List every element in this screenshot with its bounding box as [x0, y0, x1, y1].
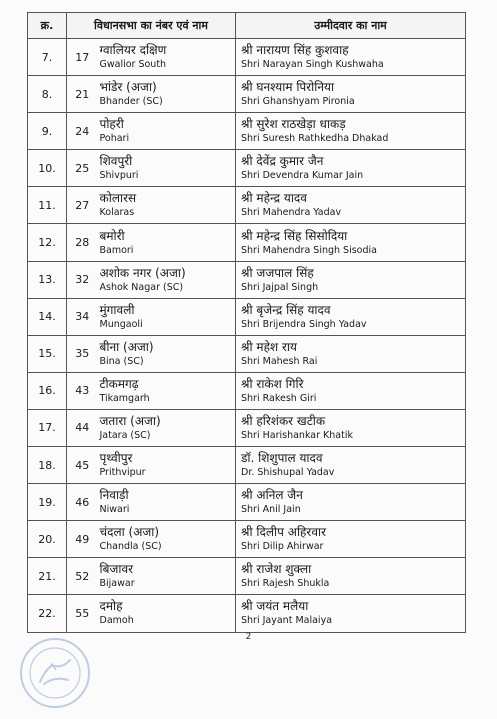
constituency-number-cell: 25 — [67, 150, 98, 187]
serial-cell: 14. — [28, 298, 67, 335]
table-row — [28, 187, 466, 224]
table-row — [28, 150, 466, 187]
candidate-name-english: Shri Ghanshyam Pironia — [241, 96, 355, 108]
constituency-name-english: Jatara (SC) — [99, 429, 151, 441]
candidate-name-cell — [236, 409, 466, 446]
table-row — [28, 595, 466, 632]
constituency-number-cell: 34 — [67, 298, 98, 335]
candidate-name-cell — [236, 113, 466, 150]
candidate-name-cell — [236, 224, 466, 261]
table-row — [28, 447, 466, 484]
constituency-name-cell — [98, 595, 236, 632]
candidate-name-english: Shri Mahesh Rai — [241, 355, 318, 367]
constituency-name-english: Shivpuri — [99, 170, 139, 182]
serial-cell: 7. — [28, 39, 67, 76]
table-row — [28, 113, 466, 150]
constituency-name-cell — [98, 187, 236, 224]
candidate-name-hindi: श्री दिलीप अहिरवार — [241, 525, 327, 540]
constituency-name-english: Prithvipur — [99, 467, 146, 479]
candidate-name-english: Shri Jayant Malaiya — [241, 615, 333, 627]
constituency-name-cell — [98, 447, 236, 484]
constituency-name-english: Gwalior South — [99, 59, 167, 71]
candidate-name-english: Shri Devendra Kumar Jain — [241, 170, 364, 182]
constituency-number-cell: 43 — [67, 372, 98, 409]
constituency-name-hindi: निवाड़ी — [99, 488, 129, 503]
constituency-name-cell — [98, 224, 236, 261]
constituency-name-english: Bamori — [99, 244, 134, 256]
constituency-name-hindi: भांडेर (अजा) — [99, 80, 157, 95]
constituency-name-cell — [98, 39, 236, 76]
table-row — [28, 409, 466, 446]
candidate-name-cell — [236, 372, 466, 409]
candidate-name-english: Shri Dilip Ahirwar — [241, 541, 324, 553]
constituency-number-cell: 46 — [67, 484, 98, 521]
table-row — [28, 224, 466, 261]
constituency-name-hindi: मुंगावली — [99, 302, 135, 317]
constituency-number-cell: 45 — [67, 447, 98, 484]
constituency-name-cell — [98, 335, 236, 372]
serial-cell: 15. — [28, 335, 67, 372]
candidate-name-english: Shri Rakesh Giri — [241, 392, 317, 404]
candidate-name-hindi: श्री राजेश शुक्ला — [241, 562, 312, 577]
candidate-name-cell — [236, 558, 466, 595]
candidate-name-hindi: श्री महेन्द्र यादव — [241, 191, 307, 206]
constituency-name-english: Kolaras — [99, 207, 135, 219]
constituency-name-cell — [98, 298, 236, 335]
candidate-name-cell — [236, 447, 466, 484]
serial-cell: 20. — [28, 521, 67, 558]
candidate-name-english: Shri Mahendra Singh Sisodia — [241, 244, 377, 256]
constituency-number-cell: 28 — [67, 224, 98, 261]
candidate-name-hindi: श्री बृजेन्द्र सिंह यादव — [241, 302, 331, 317]
constituency-name-hindi: बमोरी — [99, 228, 125, 243]
candidate-name-hindi: श्री घनश्याम पिरोनिया — [241, 80, 335, 95]
constituency-name-hindi: शिवपुरी — [99, 154, 133, 169]
table-row — [28, 558, 466, 595]
constituency-number-cell: 32 — [67, 261, 98, 298]
candidate-name-cell — [236, 76, 466, 113]
constituency-name-hindi: पोहरी — [99, 117, 124, 132]
constituency-name-cell — [98, 76, 236, 113]
constituency-number-cell: 35 — [67, 335, 98, 372]
serial-cell: 17. — [28, 409, 67, 446]
serial-cell: 8. — [28, 76, 67, 113]
candidate-name-cell — [236, 150, 466, 187]
constituency-number-cell: 21 — [67, 76, 98, 113]
constituency-name-english: Chandla (SC) — [99, 541, 162, 553]
constituency-name-hindi: जतारा (अजा) — [99, 413, 161, 428]
constituency-name-cell — [98, 372, 236, 409]
serial-cell: 18. — [28, 447, 67, 484]
constituency-name-hindi: दमोह — [99, 599, 123, 614]
table-row — [28, 76, 466, 113]
constituency-name-english: Niwari — [99, 504, 130, 516]
serial-cell: 16. — [28, 372, 67, 409]
candidate-name-cell — [236, 261, 466, 298]
table-row — [28, 484, 466, 521]
constituency-number-cell: 27 — [67, 187, 98, 224]
constituency-name-hindi: पृथ्वीपुर — [99, 451, 133, 466]
constituency-name-cell — [98, 558, 236, 595]
constituency-name-english: Bhander (SC) — [99, 96, 163, 108]
party-office-seal-icon — [18, 636, 92, 710]
page-number: 2 — [245, 632, 252, 642]
candidate-name-cell — [236, 484, 466, 521]
candidate-name-cell — [236, 521, 466, 558]
serial-cell: 12. — [28, 224, 67, 261]
constituency-name-hindi: बिजावर — [99, 562, 134, 577]
constituency-name-cell — [98, 261, 236, 298]
table-row — [28, 298, 466, 335]
constituency-number-cell: 49 — [67, 521, 98, 558]
constituency-number-cell: 17 — [67, 39, 98, 76]
candidate-name-english: Shri Jajpal Singh — [241, 281, 319, 293]
table-body — [28, 39, 466, 633]
constituency-number-cell: 44 — [67, 409, 98, 446]
candidate-name-cell — [236, 335, 466, 372]
constituency-name-cell — [98, 484, 236, 521]
constituency-name-cell — [98, 409, 236, 446]
constituency-number-cell: 52 — [67, 558, 98, 595]
candidate-name-hindi: श्री देवेंद्र कुमार जैन — [241, 154, 324, 169]
header-serial: क्र. — [28, 13, 67, 39]
serial-cell: 13. — [28, 261, 67, 298]
constituency-name-english: Bijawar — [99, 578, 135, 590]
candidate-name-english: Shri Anil Jain — [241, 504, 301, 516]
candidate-name-english: Shri Suresh Rathkedha Dhakad — [241, 133, 389, 145]
constituency-name-english: Mungaoli — [99, 318, 143, 330]
candidate-name-hindi: श्री राकेश गिरि — [241, 376, 304, 391]
constituency-name-hindi: टीकमगढ़ — [99, 376, 139, 391]
table-header-row — [28, 13, 466, 39]
constituency-name-english: Damoh — [99, 615, 134, 627]
constituency-name-hindi: बीना (अजा) — [99, 339, 154, 354]
candidate-name-hindi: श्री महेश राय — [241, 339, 297, 354]
table-row — [28, 521, 466, 558]
table-row — [28, 335, 466, 372]
candidate-name-hindi: डॉ. शिशुपाल यादव — [241, 451, 323, 466]
candidate-name-hindi: श्री अनिल जैन — [241, 488, 303, 503]
candidate-name-hindi: श्री जयंत मलैया — [241, 599, 309, 614]
header-constituency: विधानसभा का नंबर एवं नाम — [67, 13, 236, 39]
candidate-name-english: Shri Narayan Singh Kushwaha — [241, 59, 384, 71]
constituency-name-cell — [98, 150, 236, 187]
table-row — [28, 39, 466, 76]
candidate-table — [27, 12, 466, 633]
constituency-name-hindi: चंदला (अजा) — [99, 525, 160, 540]
candidate-name-english: Shri Rajesh Shukla — [241, 578, 330, 590]
serial-cell: 11. — [28, 187, 67, 224]
constituency-name-english: Tikamgarh — [99, 392, 150, 404]
table-row — [28, 372, 466, 409]
candidate-name-english: Shri Harishankar Khatik — [241, 429, 353, 441]
table-row — [28, 261, 466, 298]
constituency-name-english: Bina (SC) — [99, 355, 144, 367]
constituency-name-english: Pohari — [99, 133, 130, 145]
serial-cell: 10. — [28, 150, 67, 187]
constituency-name-cell — [98, 521, 236, 558]
candidate-name-hindi: श्री सुरेश राठखेड़ा धाकड़ — [241, 117, 346, 132]
candidate-name-hindi: श्री महेन्द्र सिंह सिसोदिया — [241, 228, 348, 243]
constituency-name-hindi: कोलारस — [99, 191, 137, 206]
constituency-number-cell: 55 — [67, 595, 98, 632]
candidate-name-cell — [236, 298, 466, 335]
constituency-name-cell — [98, 113, 236, 150]
constituency-name-hindi: ग्वालियर दक्षिण — [99, 43, 167, 58]
candidate-name-cell — [236, 39, 466, 76]
candidate-name-hindi: श्री जजपाल सिंह — [241, 265, 314, 280]
candidate-name-cell — [236, 595, 466, 632]
candidate-name-hindi: श्री नारायण सिंह कुशवाह — [241, 43, 349, 58]
candidate-name-english: Dr. Shishupal Yadav — [241, 467, 335, 479]
serial-cell: 9. — [28, 113, 67, 150]
candidate-name-english: Shri Mahendra Yadav — [241, 207, 342, 219]
candidate-name-cell — [236, 187, 466, 224]
constituency-number-cell: 24 — [67, 113, 98, 150]
candidate-name-english: Shri Brijendra Singh Yadav — [241, 318, 367, 330]
candidate-name-hindi: श्री हरिशंकर खटीक — [241, 413, 326, 428]
serial-cell: 22. — [28, 595, 67, 632]
header-candidate: उम्मीदवार का नाम — [236, 13, 466, 39]
serial-cell: 21. — [28, 558, 67, 595]
serial-cell: 19. — [28, 484, 67, 521]
constituency-name-hindi: अशोक नगर (अजा) — [99, 265, 186, 280]
constituency-name-english: Ashok Nagar (SC) — [99, 281, 184, 293]
